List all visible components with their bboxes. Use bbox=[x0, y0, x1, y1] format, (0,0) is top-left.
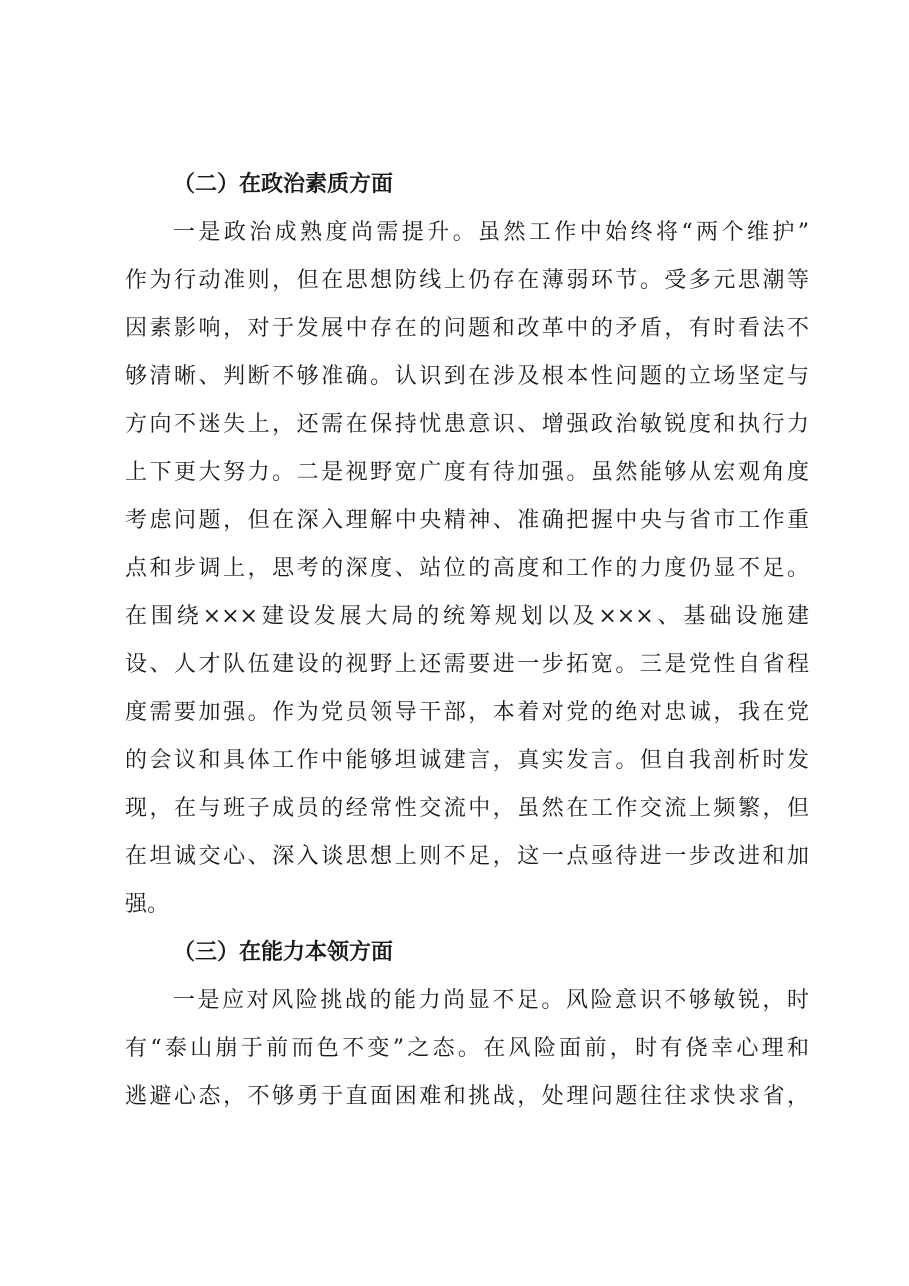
paragraph-line: 现，在与班子成员的经常性交流中，虽然在工作交流上频繁，但 bbox=[125, 796, 809, 821]
paragraph-line: 因素影响，对于发展中存在的问题和改革中的矛盾，有时看法不 bbox=[125, 316, 809, 341]
paragraph-line: 在坦诚交心、深入谈思想上则不足，这一点亟待进一步改进和加 bbox=[125, 844, 809, 869]
paragraph-line: 够清晰、判断不够准确。认识到在涉及根本性问题的立场坚定与 bbox=[125, 364, 809, 389]
paragraph-line: 逃避心态，不够勇于直面困难和挑战，处理问题往往求快求省， bbox=[125, 1084, 809, 1109]
section-heading-political-quality: （二）在政治素质方面 bbox=[173, 172, 394, 197]
paragraph-line: 一是应对风险挑战的能力尚显不足。风险意识不够敏锐，时 bbox=[173, 988, 809, 1013]
paragraph-line: 一是政治成熟度尚需提升。虽然工作中始终将“两个维护” bbox=[173, 220, 809, 245]
paragraph-line: 考虑问题，但在深入理解中央精神、准确把握中央与省市工作重 bbox=[125, 508, 809, 533]
paragraph-line: 点和步调上，思考的深度、站位的高度和工作的力度仍显不足。 bbox=[125, 556, 809, 581]
paragraph-line: 有“泰山崩于前而色不变”之态。在风险面前，时有侥幸心理和 bbox=[125, 1036, 809, 1061]
paragraph-line: 设、人才队伍建设的视野上还需要进一步拓宽。三是党性自省程 bbox=[125, 652, 809, 677]
paragraph-line: 强。 bbox=[125, 892, 170, 917]
paragraph-line: 方向不迷失上，还需在保持忧患意识、增强政治敏锐度和执行力 bbox=[125, 412, 809, 437]
paragraph-line: 作为行动准则，但在思想防线上仍存在薄弱环节。受多元思潮等 bbox=[125, 268, 809, 293]
paragraph-line: 在围绕×××建设发展大局的统筹规划以及×××、基础设施建 bbox=[125, 604, 809, 629]
paragraph-line: 的会议和具体工作中能够坦诚建言，真实发言。但自我剖析时发 bbox=[125, 748, 809, 773]
section-heading-capability: （三）在能力本领方面 bbox=[173, 940, 394, 965]
paragraph-line: 上下更大努力。二是视野宽广度有待加强。虽然能够从宏观角度 bbox=[125, 460, 809, 485]
paragraph-line: 度需要加强。作为党员领导干部，本着对党的绝对忠诚，我在党 bbox=[125, 700, 809, 725]
